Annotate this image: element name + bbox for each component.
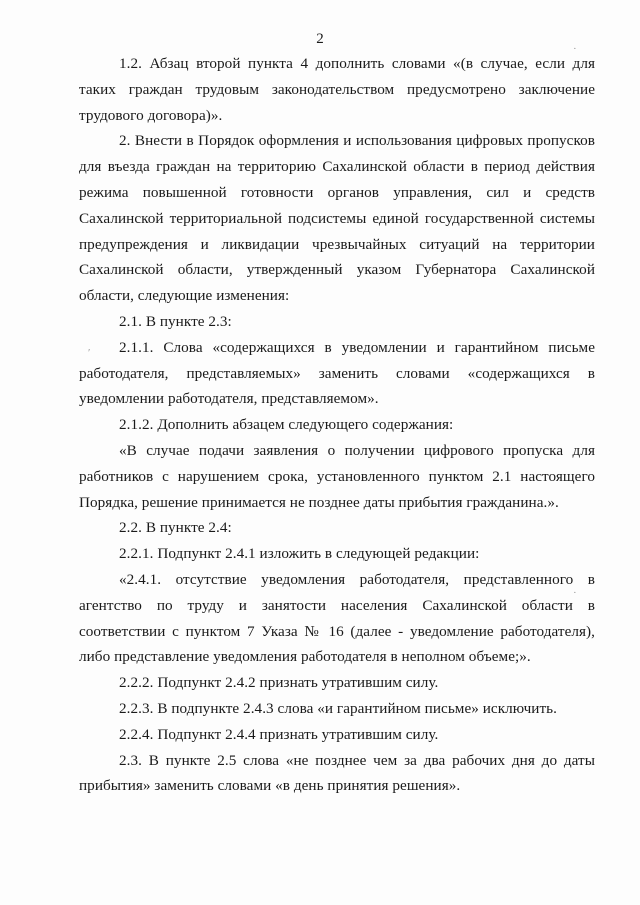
paragraph-2: 2. Внести в Порядок оформления и использования цифровых пропусков для въезда граждан на территорию Сахалинской области в период действия режима повышенной готовности органов управления, сил и средств Сахалинской территориальной подсистемы единой государственной системы предупреждения и ликвидации чрезвычайных ситуаций на территории Сахалинской области, утвержденный указом Губернатора Сахалинской области, следующие изменения: <box>79 132 595 305</box>
paragraph-1-2: 1.2. Абзац второй пункта 4 дополнить словами «(в случае, если для таких граждан трудовым законодательством предусмотрено заключение трудового договора)». <box>79 55 595 124</box>
paragraph-2-2-1: 2.2.1. Подпункт 2.4.1 изложить в следующей редакции: <box>119 545 480 563</box>
paragraph-2-3: 2.3. В пункте 2.5 слова «не позднее чем за два рабочих дня до даты прибытия» заменить словами «в день принятия решения». <box>79 751 595 795</box>
paragraph-quote-1: «В случае подачи заявления о получении цифрового пропуска для работников с нарушением срока, установленного пунктом 2.1 настоящего Порядка, решение принимается не позднее даты прибытия гражданина.». <box>79 441 595 511</box>
page-number: 2 <box>316 31 324 47</box>
paragraph-2-2-2: 2.2.2. Подпункт 2.4.2 признать утратившим силу. <box>119 674 439 692</box>
paragraph-2-1-1: 2.1.1. Слова «содержащихся в уведомлении и гарантийном письме работодателя, представляемых» заменить словами «содержащихся в уведомлении работодателя, представляемом». <box>79 338 595 408</box>
scan-speck: · <box>573 43 577 55</box>
paragraph-2-1: 2.1. В пункте 2.3: <box>119 312 232 330</box>
document-body <box>79 51 595 799</box>
scan-speck: · <box>573 587 577 599</box>
paragraph-quote-2: «2.4.1. отсутствие уведомления работодателя, представленного в агентство по труду и занятости населения Сахалинской области в соответствии с пунктом 7 Указа № 16 (далее - уведомление работодателя), либо представление уведомления работодателя в неполном объеме;». <box>79 570 595 666</box>
paragraph-2-1-2: 2.1.2. Дополнить абзацем следующего содержания: <box>119 416 454 434</box>
paragraph-2-2-3: 2.2.3. В подпункте 2.4.3 слова «и гарантийном письме» исключить. <box>119 699 557 717</box>
paragraph-2-2-4: 2.2.4. Подпункт 2.4.4 признать утратившим силу. <box>119 725 439 743</box>
scan-speck: ʹ <box>88 347 91 359</box>
paragraph-2-2: 2.2. В пункте 2.4: <box>119 519 232 537</box>
